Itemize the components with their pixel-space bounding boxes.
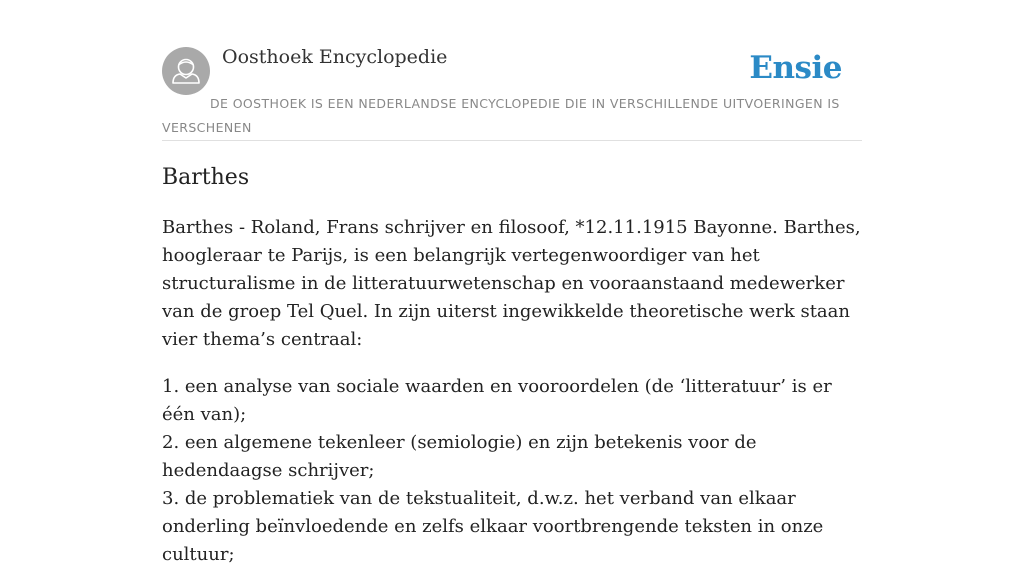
site-header — [162, 44, 862, 141]
user-avatar-icon[interactable] — [162, 47, 210, 95]
theme-list — [162, 373, 862, 569]
article-intro: Barthes - Roland, Frans schrijver en filosoof, *12.11.1915 Bayonne. Barthes, hoogleraar te Parijs, is een belangrijk vertegenwoordiger van het structuralisme in de litteratuurwetenschap en vooraanstaand medewerker van de groep Tel Quel. In zijn uiterst ingewikkelde theoretische werk staan vier thema’s centraal: — [162, 217, 861, 350]
list-item: 1. een analyse van sociale waarden en vooroordelen (de ‘litteratuur’ is er één van); — [162, 376, 832, 425]
site-tagline: DE OOSTHOEK IS EEN NEDERLANDSE ENCYCLOPEDIE DIE IN VERSCHILLENDE UITVOERINGEN IS VERSCHENEN — [162, 96, 840, 135]
ensie-logo-link[interactable]: Ensie — [749, 50, 842, 86]
article-title: Barthes — [162, 165, 250, 190]
site-title[interactable]: Oosthoek Encyclopedie — [222, 46, 448, 68]
list-item: 3. de problematiek van de tekstualiteit, d.w.z. het verband van elkaar onderling beïnvloedende en zelfs elkaar voortbrengende teksten in onze cultuur; — [162, 488, 824, 565]
list-item: 2. een algemene tekenleer (semiologie) en zijn betekenis voor de hedendaagse schrijver; — [162, 432, 757, 481]
article — [162, 162, 862, 569]
